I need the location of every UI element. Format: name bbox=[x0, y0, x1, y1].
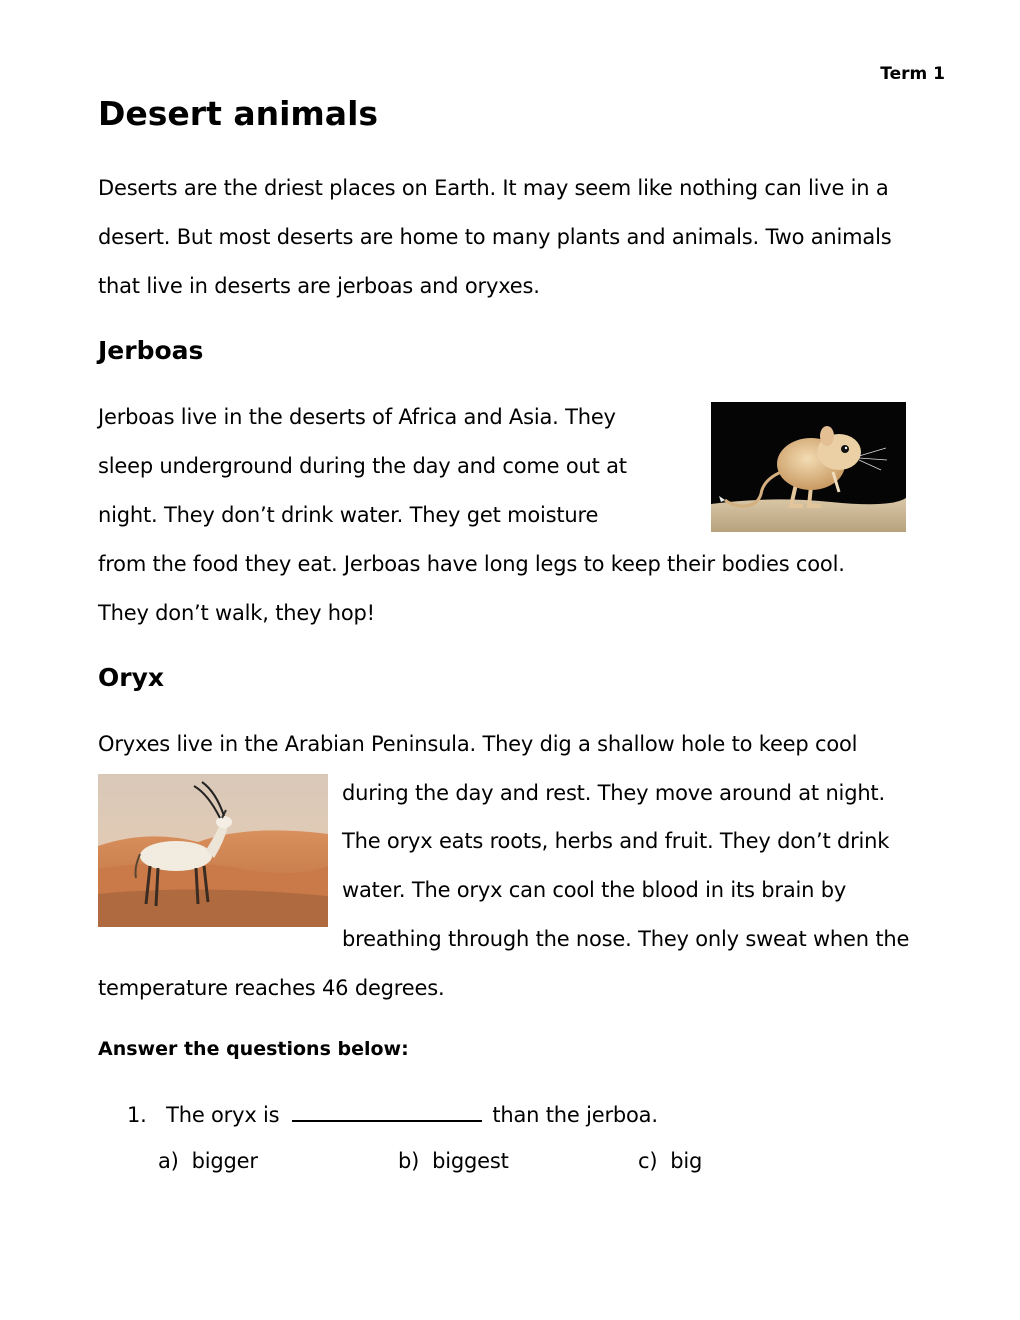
intro-line-1: Deserts are the driest places on Earth. It may seem like nothing can live in a bbox=[98, 176, 889, 200]
term-label: Term 1 bbox=[880, 64, 945, 84]
jerboa-photo bbox=[711, 402, 906, 532]
page-title: Desert animals bbox=[98, 94, 379, 133]
jerboas-line-3: night. They don’t drink water. They get moisture bbox=[98, 503, 599, 527]
question-text-after: than the jerboa. bbox=[492, 1103, 658, 1127]
option-text: big bbox=[670, 1149, 703, 1173]
option-text: biggest bbox=[432, 1149, 509, 1173]
question-number: 1. bbox=[127, 1103, 147, 1127]
oryx-photo bbox=[98, 774, 328, 927]
jerboas-line-4: from the food they eat. Jerboas have long legs to keep their bodies cool. bbox=[98, 552, 845, 576]
intro-line-3: that live in deserts are jerboas and oryxes. bbox=[98, 274, 540, 298]
oryx-line-4: water. The oryx can cool the blood in its brain by bbox=[342, 878, 847, 902]
option-c[interactable] bbox=[638, 1147, 702, 1175]
intro-line-2: desert. But most deserts are home to many plants and animals. Two animals bbox=[98, 225, 892, 249]
option-a[interactable] bbox=[158, 1147, 258, 1175]
question-text-before: The oryx is bbox=[166, 1103, 280, 1127]
oryx-line-6: temperature reaches 46 degrees. bbox=[98, 976, 445, 1000]
jerboas-line-1: Jerboas live in the deserts of Africa and Asia. They bbox=[98, 405, 616, 429]
jerboas-line-5: They don’t walk, they hop! bbox=[98, 601, 375, 625]
option-letter: c) bbox=[638, 1149, 658, 1173]
option-text: bigger bbox=[191, 1149, 258, 1173]
jerboas-heading: Jerboas bbox=[98, 336, 204, 365]
option-b[interactable] bbox=[398, 1147, 509, 1175]
option-letter: b) bbox=[398, 1149, 420, 1173]
option-letter: a) bbox=[158, 1149, 179, 1173]
oryx-heading: Oryx bbox=[98, 663, 165, 692]
questions-heading: Answer the questions below: bbox=[98, 1038, 409, 1060]
oryx-line-1: Oryxes live in the Arabian Peninsula. They dig a shallow hole to keep cool bbox=[98, 732, 858, 756]
answer-blank[interactable] bbox=[292, 1098, 482, 1122]
oryx-line-3: The oryx eats roots, herbs and fruit. They don’t drink bbox=[342, 829, 890, 853]
question-1 bbox=[127, 1098, 658, 1129]
oryx-line-5: breathing through the nose. They only sweat when the bbox=[342, 927, 910, 951]
jerboas-line-2: sleep underground during the day and come out at bbox=[98, 454, 627, 478]
oryx-line-2: during the day and rest. They move around at night. bbox=[342, 781, 885, 805]
